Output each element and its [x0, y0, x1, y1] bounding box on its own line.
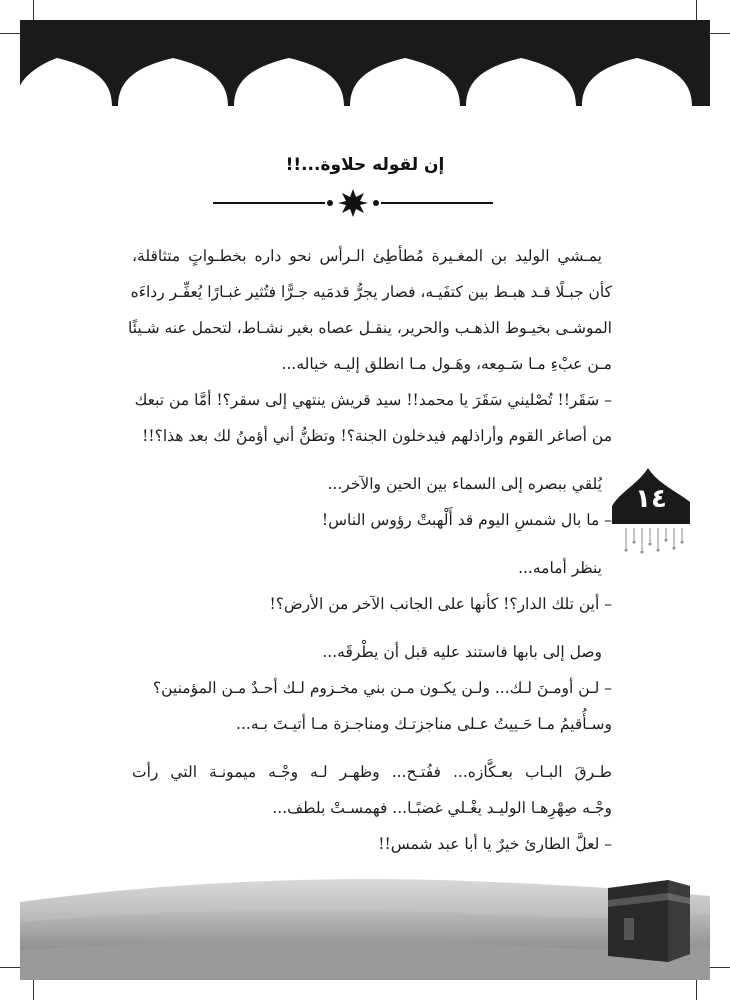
- text-line: الموشـى بخيـوط الذهـب والحرير، ينقـل عصاه بغير نشـاط، لتحمل عنه شـيئًا: [128, 319, 612, 337]
- text-line: كأن جبـلًا قـد هبـط بين كتفَيـه، فصار يجرُّ قدمَيه جـرًّا فتُثير غبـارًا يُعفِّـر رداءَه: [130, 283, 612, 301]
- crop-mark: [33, 980, 34, 1000]
- dialogue-line: – ما بال شمسِ اليوم قد أَلْهبتْ رؤوس الناس!: [132, 502, 612, 538]
- crop-mark: [710, 967, 730, 968]
- dialogue-line: – سَقَر!! تُصْليني سَقَرَ يا محمد!! سيد قريش ينتهي إلى سقر؟! أمَّا من تبعك: [132, 382, 612, 418]
- kaaba-icon: [608, 880, 690, 962]
- page-number: ١٤: [635, 484, 667, 514]
- text-line: وجْـه صِهْرِهـا الوليـد يغْـلي غضبًـا... فهمسـتْ بلطف...: [272, 799, 612, 817]
- star-ornament-icon: [338, 189, 368, 217]
- crop-mark: [696, 980, 697, 1000]
- dialogue-line: – لـن أومـنَ لـك... ولـن يكـون مـن بني مخـزوم لـك أحـدٌ مـن المؤمنين؟: [132, 670, 612, 706]
- crop-mark: [710, 33, 730, 34]
- narration-line: طـرقَ البـاب بعـكَّازه... ففُتـح... وظهـر لـه وجْـه ميمونـة التي رأت: [132, 763, 612, 781]
- crop-mark: [0, 33, 20, 34]
- page-title: إن لقوله حلاوة...!!: [285, 155, 445, 175]
- crop-mark: [696, 0, 697, 20]
- text-line: من أصاغر القوم وأراذلهم فيدخلون الجنة؟! وتظنُّ أني أؤمنُ لك بعد هذا؟!!: [142, 427, 612, 445]
- dialogue-line: – لعلَّ الطارئ خيرٌ يا أبا عبد شمس!!: [132, 826, 612, 862]
- text-line: مـن عبْءِ مـا سَـمِعه، وهَـول مـا انطلق إليـه خياله...: [281, 355, 612, 373]
- crop-mark: [0, 967, 20, 968]
- text-line: يمـشي الوليد بن المغـيرة مُطأطِئ الـرأس نحو داره بخطـواتٍ متثاقلة،: [132, 247, 602, 265]
- narration-line: وصل إلى بابها فاستند عليه قبل أن يطْرقَه...: [322, 643, 602, 661]
- narration-line: يُلقي ببصره إلى السماء بين الحين والآخر...: [327, 475, 602, 493]
- ornamental-divider: [213, 186, 493, 220]
- crop-mark: [33, 0, 34, 20]
- footer-desert-kaaba-decoration: [20, 866, 710, 980]
- narration-line: ينظر أمامه...: [518, 559, 602, 577]
- header-arches-decoration: [20, 20, 710, 106]
- text-line: وسـأُقيمُ مـا حَـييتُ عـلى مناجزتـك ومناجـزة مـا أتيـتَ بـه...: [236, 715, 612, 733]
- dialogue-line: – أين تلك الدار؟! كأنها على الجانب الآخر من الأرض؟!: [132, 586, 612, 622]
- story-body: [128, 238, 612, 862]
